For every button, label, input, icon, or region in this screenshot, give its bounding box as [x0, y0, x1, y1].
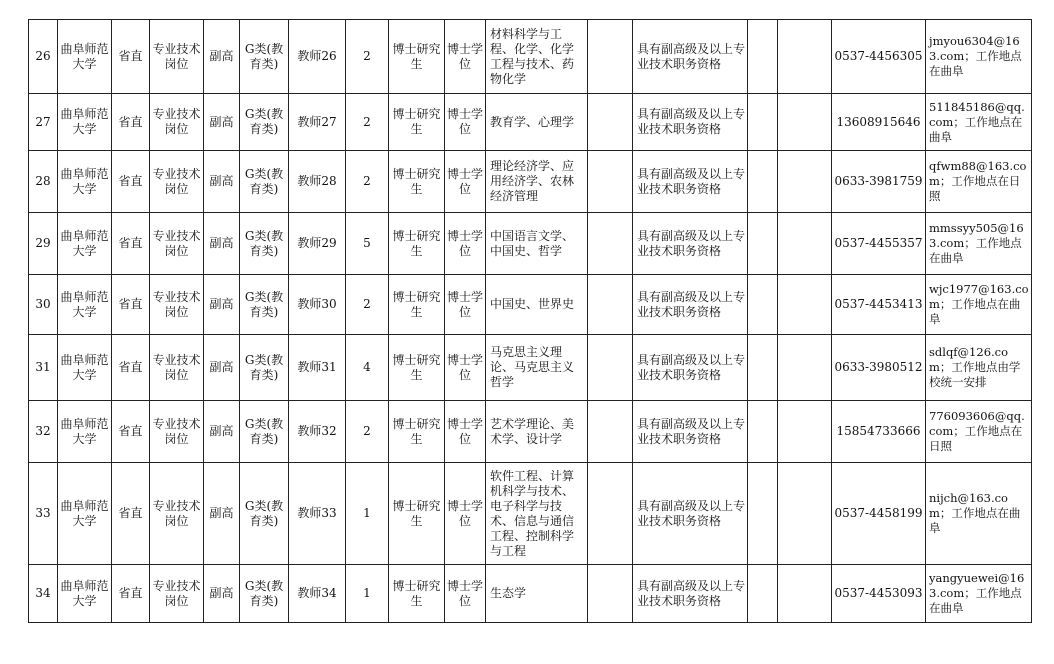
table-row: [29, 565, 1032, 623]
blank-cell: [748, 335, 778, 401]
unit-level: 省直: [112, 275, 150, 335]
major-requirement: 材料科学与工程、化学、化学工程与技术、药物化学: [486, 20, 588, 94]
post-type: 专业技术岗位: [150, 565, 204, 623]
hiring-count: 1: [346, 463, 389, 565]
table-row: [29, 401, 1032, 463]
qualification-requirement: 具有副高级及以上专业技术职务资格: [633, 94, 748, 151]
post-category: G类(教育类): [240, 401, 289, 463]
row-number: 26: [29, 20, 58, 94]
post-name: 教师34: [289, 565, 346, 623]
hiring-count: 2: [346, 20, 389, 94]
other-requirement: [588, 20, 633, 94]
blank-cell: [778, 94, 832, 151]
unit-level: 省直: [112, 335, 150, 401]
education-requirement: 博士研究生: [389, 565, 445, 623]
blank-cell: [778, 151, 832, 213]
contact-email: sdlqf@126.com；工作地点由学校统一安排: [926, 335, 1032, 401]
post-category: G类(教育类): [240, 213, 289, 275]
post-category: G类(教育类): [240, 94, 289, 151]
post-grade: 副高: [204, 401, 240, 463]
education-requirement: 博士研究生: [389, 275, 445, 335]
post-category: G类(教育类): [240, 20, 289, 94]
contact-phone: 15854733666: [832, 401, 926, 463]
contact-email: nijch@163.com；工作地点在曲阜: [926, 463, 1032, 565]
degree-requirement: 博士学位: [445, 463, 486, 565]
post-name: 教师30: [289, 275, 346, 335]
education-requirement: 博士研究生: [389, 94, 445, 151]
post-grade: 副高: [204, 151, 240, 213]
major-requirement: 理论经济学、应用经济学、农林经济管理: [486, 151, 588, 213]
post-type: 专业技术岗位: [150, 463, 204, 565]
other-requirement: [588, 275, 633, 335]
degree-requirement: 博士学位: [445, 94, 486, 151]
blank-cell: [748, 401, 778, 463]
contact-phone: 0633-3980512: [832, 335, 926, 401]
post-name: 教师31: [289, 335, 346, 401]
post-category: G类(教育类): [240, 151, 289, 213]
blank-cell: [748, 213, 778, 275]
contact-email: qfwm88@163.com；工作地点在日照: [926, 151, 1032, 213]
table-row: [29, 94, 1032, 151]
contact-phone: 0537-4458199: [832, 463, 926, 565]
degree-requirement: 博士学位: [445, 565, 486, 623]
other-requirement: [588, 213, 633, 275]
blank-cell: [748, 275, 778, 335]
degree-requirement: 博士学位: [445, 275, 486, 335]
post-grade: 副高: [204, 20, 240, 94]
hiring-count: 2: [346, 275, 389, 335]
qualification-requirement: 具有副高级及以上专业技术职务资格: [633, 463, 748, 565]
major-requirement: 中国语言文学、中国史、哲学: [486, 213, 588, 275]
contact-phone: 13608915646: [832, 94, 926, 151]
row-number: 27: [29, 94, 58, 151]
other-requirement: [588, 401, 633, 463]
education-requirement: 博士研究生: [389, 463, 445, 565]
row-number: 30: [29, 275, 58, 335]
post-type: 专业技术岗位: [150, 213, 204, 275]
degree-requirement: 博士学位: [445, 401, 486, 463]
post-name: 教师28: [289, 151, 346, 213]
hiring-count: 2: [346, 94, 389, 151]
qualification-requirement: 具有副高级及以上专业技术职务资格: [633, 151, 748, 213]
unit-level: 省直: [112, 94, 150, 151]
post-category: G类(教育类): [240, 463, 289, 565]
contact-email: jmyou6304@163.com；工作地点在曲阜: [926, 20, 1032, 94]
major-requirement: 马克思主义理论、马克思主义哲学: [486, 335, 588, 401]
post-name: 教师32: [289, 401, 346, 463]
contact-phone: 0537-4453093: [832, 565, 926, 623]
unit-level: 省直: [112, 565, 150, 623]
post-name: 教师26: [289, 20, 346, 94]
post-name: 教师33: [289, 463, 346, 565]
degree-requirement: 博士学位: [445, 20, 486, 94]
table-row: [29, 275, 1032, 335]
contact-email: wjc1977@163.com；工作地点在曲阜: [926, 275, 1032, 335]
major-requirement: 教育学、心理学: [486, 94, 588, 151]
row-number: 29: [29, 213, 58, 275]
unit-name: 曲阜师范大学: [58, 20, 112, 94]
major-requirement: 中国史、世界史: [486, 275, 588, 335]
unit-name: 曲阜师范大学: [58, 213, 112, 275]
degree-requirement: 博士学位: [445, 213, 486, 275]
post-grade: 副高: [204, 565, 240, 623]
contact-phone: 0537-4456305: [832, 20, 926, 94]
unit-name: 曲阜师范大学: [58, 401, 112, 463]
row-number: 28: [29, 151, 58, 213]
qualification-requirement: 具有副高级及以上专业技术职务资格: [633, 275, 748, 335]
unit-level: 省直: [112, 401, 150, 463]
blank-cell: [778, 20, 832, 94]
post-name: 教师27: [289, 94, 346, 151]
major-requirement: 艺术学理论、美术学、设计学: [486, 401, 588, 463]
contact-email: mmssyy505@163.com；工作地点在曲阜: [926, 213, 1032, 275]
post-grade: 副高: [204, 213, 240, 275]
education-requirement: 博士研究生: [389, 335, 445, 401]
post-type: 专业技术岗位: [150, 335, 204, 401]
education-requirement: 博士研究生: [389, 151, 445, 213]
table-row: [29, 463, 1032, 565]
blank-cell: [748, 20, 778, 94]
education-requirement: 博士研究生: [389, 401, 445, 463]
degree-requirement: 博士学位: [445, 151, 486, 213]
row-number: 33: [29, 463, 58, 565]
post-type: 专业技术岗位: [150, 401, 204, 463]
contact-phone: 0537-4455357: [832, 213, 926, 275]
hiring-count: 2: [346, 151, 389, 213]
recruitment-table: [28, 19, 1032, 623]
qualification-requirement: 具有副高级及以上专业技术职务资格: [633, 335, 748, 401]
other-requirement: [588, 151, 633, 213]
post-name: 教师29: [289, 213, 346, 275]
post-category: G类(教育类): [240, 275, 289, 335]
row-number: 32: [29, 401, 58, 463]
qualification-requirement: 具有副高级及以上专业技术职务资格: [633, 20, 748, 94]
qualification-requirement: 具有副高级及以上专业技术职务资格: [633, 401, 748, 463]
blank-cell: [778, 401, 832, 463]
blank-cell: [748, 565, 778, 623]
hiring-count: 2: [346, 401, 389, 463]
contact-email: yangyuewei@163.com；工作地点在曲阜: [926, 565, 1032, 623]
unit-name: 曲阜师范大学: [58, 463, 112, 565]
contact-email: 776093606@qq.com；工作地点在日照: [926, 401, 1032, 463]
post-type: 专业技术岗位: [150, 151, 204, 213]
unit-name: 曲阜师范大学: [58, 335, 112, 401]
hiring-count: 4: [346, 335, 389, 401]
unit-level: 省直: [112, 151, 150, 213]
unit-level: 省直: [112, 20, 150, 94]
contact-phone: 0537-4453413: [832, 275, 926, 335]
other-requirement: [588, 335, 633, 401]
blank-cell: [748, 463, 778, 565]
hiring-count: 1: [346, 565, 389, 623]
major-requirement: 软件工程、计算机科学与技术、电子科学与技术、信息与通信工程、控制科学与工程: [486, 463, 588, 565]
contact-phone: 0633-3981759: [832, 151, 926, 213]
education-requirement: 博士研究生: [389, 213, 445, 275]
blank-cell: [778, 463, 832, 565]
post-type: 专业技术岗位: [150, 94, 204, 151]
post-grade: 副高: [204, 335, 240, 401]
blank-cell: [778, 213, 832, 275]
major-requirement: 生态学: [486, 565, 588, 623]
table-row: [29, 335, 1032, 401]
unit-name: 曲阜师范大学: [58, 151, 112, 213]
other-requirement: [588, 463, 633, 565]
blank-cell: [778, 335, 832, 401]
post-grade: 副高: [204, 463, 240, 565]
qualification-requirement: 具有副高级及以上专业技术职务资格: [633, 213, 748, 275]
blank-cell: [778, 275, 832, 335]
post-type: 专业技术岗位: [150, 20, 204, 94]
table-row: [29, 151, 1032, 213]
contact-email: 511845186@qq.com；工作地点在曲阜: [926, 94, 1032, 151]
degree-requirement: 博士学位: [445, 335, 486, 401]
post-category: G类(教育类): [240, 335, 289, 401]
post-grade: 副高: [204, 94, 240, 151]
row-number: 34: [29, 565, 58, 623]
unit-level: 省直: [112, 213, 150, 275]
post-category: G类(教育类): [240, 565, 289, 623]
blank-cell: [748, 151, 778, 213]
other-requirement: [588, 565, 633, 623]
blank-cell: [778, 565, 832, 623]
row-number: 31: [29, 335, 58, 401]
other-requirement: [588, 94, 633, 151]
blank-cell: [748, 94, 778, 151]
hiring-count: 5: [346, 213, 389, 275]
qualification-requirement: 具有副高级及以上专业技术职务资格: [633, 565, 748, 623]
unit-name: 曲阜师范大学: [58, 275, 112, 335]
unit-name: 曲阜师范大学: [58, 94, 112, 151]
table-row: [29, 213, 1032, 275]
unit-level: 省直: [112, 463, 150, 565]
table-row: [29, 20, 1032, 94]
post-grade: 副高: [204, 275, 240, 335]
post-type: 专业技术岗位: [150, 275, 204, 335]
unit-name: 曲阜师范大学: [58, 565, 112, 623]
table-body: [29, 20, 1032, 623]
education-requirement: 博士研究生: [389, 20, 445, 94]
